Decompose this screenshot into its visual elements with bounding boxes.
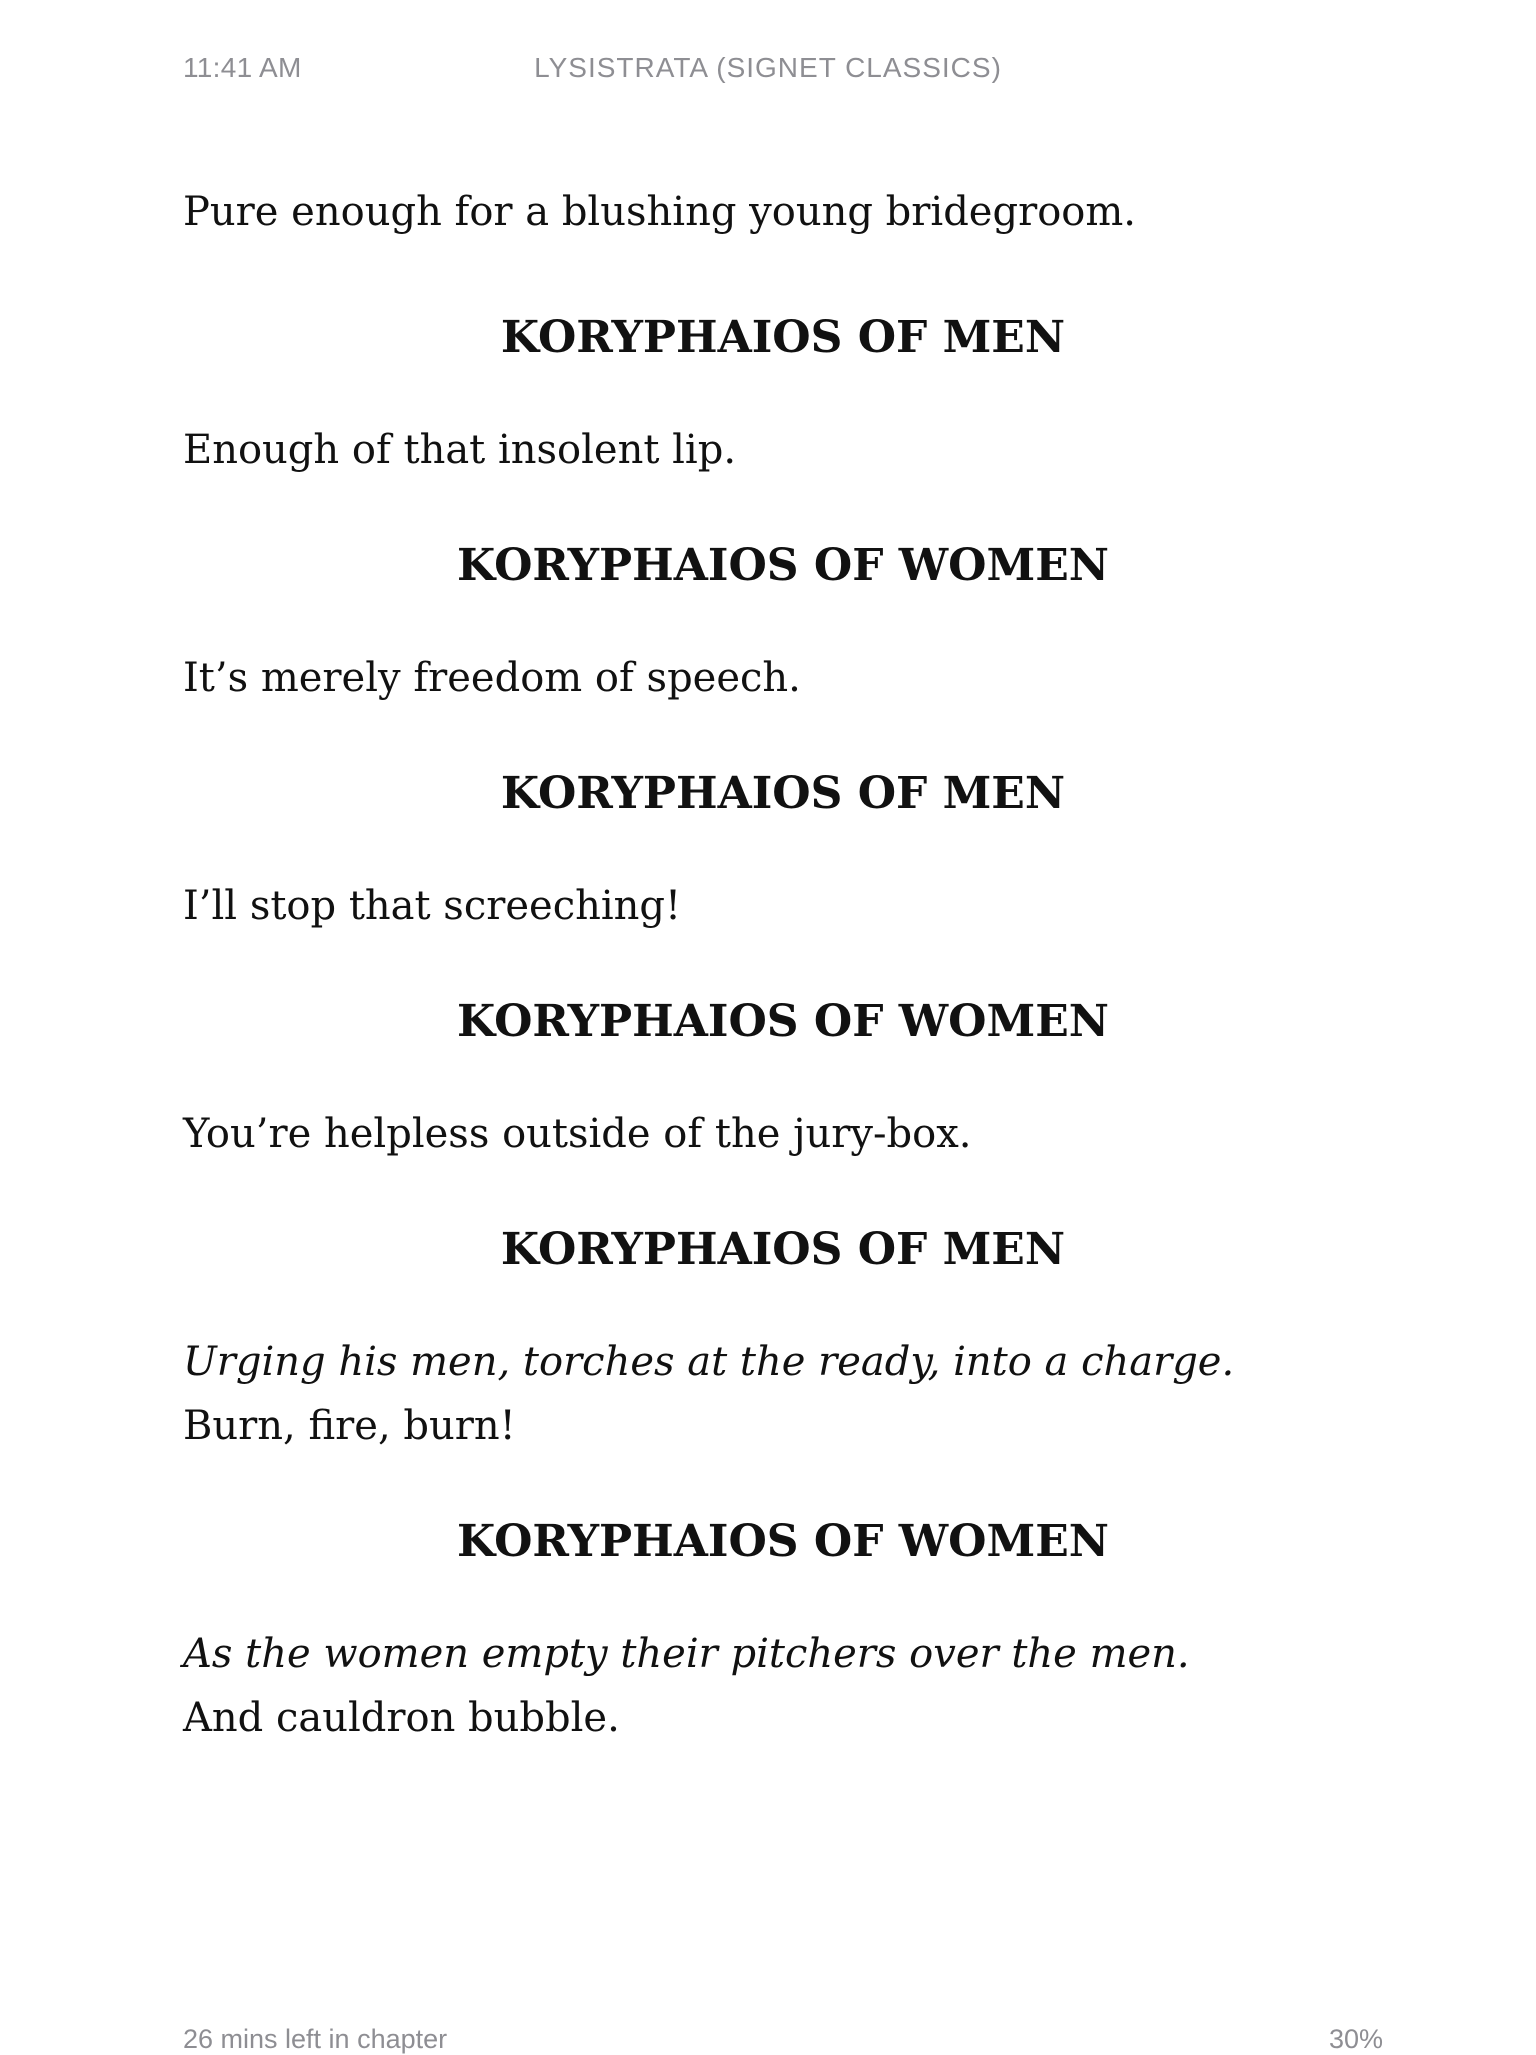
text-line: I’ll stop that screeching! (183, 883, 682, 929)
speaker-heading: KORYPHAIOS OF MEN (500, 768, 1066, 819)
text-line: Enough of that insolent lip. (183, 427, 737, 473)
text-line: It’s merely freedom of speech. (183, 655, 801, 701)
time-left-in-chapter: 26 mins left in chapter (183, 2024, 448, 2054)
clock: 11:41 AM (183, 52, 302, 83)
speaker-heading: KORYPHAIOS OF WOMEN (457, 1516, 1109, 1567)
speaker-heading: KORYPHAIOS OF MEN (500, 1224, 1066, 1275)
speaker-heading: KORYPHAIOS OF WOMEN (457, 996, 1109, 1047)
text-line: And cauldron bubble. (183, 1695, 620, 1741)
speaker-heading: KORYPHAIOS OF WOMEN (457, 540, 1109, 591)
reading-page[interactable] (183, 180, 1383, 1750)
speaker-heading: KORYPHAIOS OF MEN (500, 312, 1066, 363)
stage-direction: Urging his men, torches at the ready, into a charge. (183, 1339, 1235, 1385)
text-line: Pure enough for a blushing young bridegroom. (183, 189, 1137, 235)
stage-direction: As the women empty their pitchers over the men. (183, 1631, 1190, 1677)
reading-progress: 30% (1328, 2024, 1383, 2054)
text-line: You’re helpless outside of the jury-box. (183, 1111, 972, 1157)
text-line: Burn, fire, burn! (183, 1403, 516, 1449)
book-title[interactable]: LYSISTRATA (SIGNET CLASSICS) (534, 52, 1002, 83)
status-bar (0, 52, 1536, 92)
